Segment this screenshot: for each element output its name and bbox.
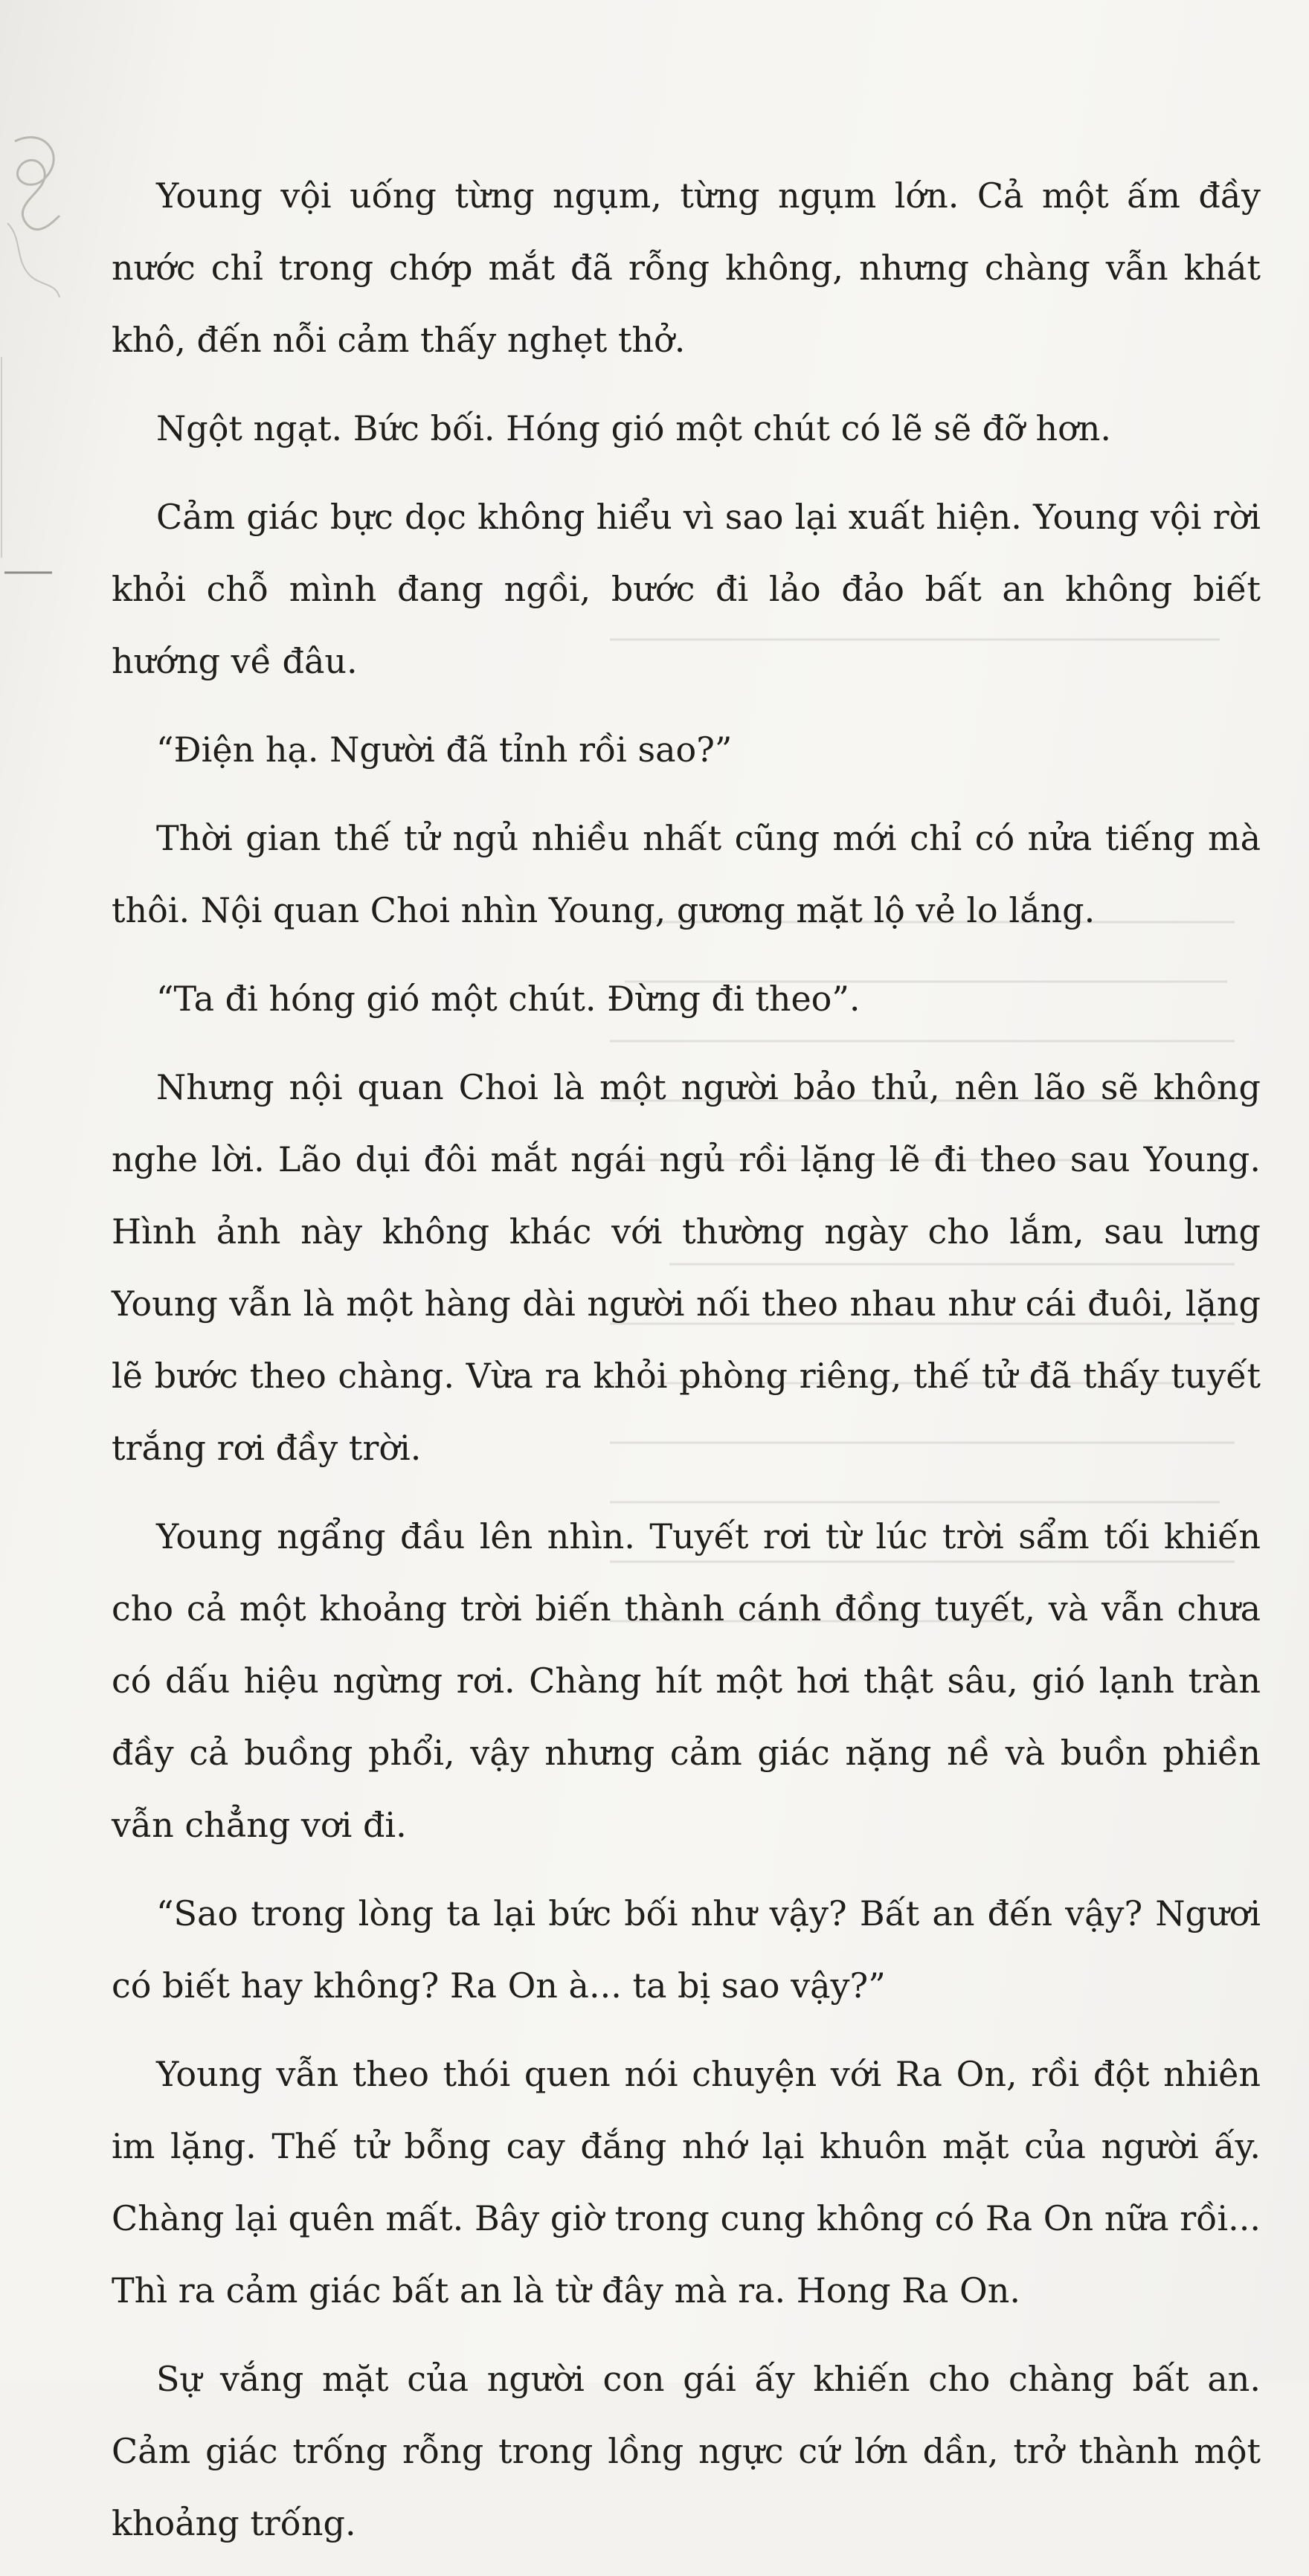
paragraph: “Sao trong lòng ta lại bức bối như vậy? Bất an đến vậy? Ngươi có biết hay không? Ra On à... ta bị sao vậy?” [112, 1893, 1261, 2006]
body-text [112, 160, 1261, 2576]
paragraph: Young vội uống từng ngụm, từng ngụm lớn. Cả một ấm đầy nước chỉ trong chớp mắt đã rỗng không, nhưng chàng vẫn khát khô, đến nỗi cảm thấy nghẹt thở. [112, 176, 1261, 360]
margin-ornament [0, 112, 82, 632]
paragraph: Thời gian thế tử ngủ nhiều nhất cũng mới chỉ có nửa tiếng mà thôi. Nội quan Choi nhìn Young, gương mặt lộ vẻ lo lắng. [112, 818, 1261, 930]
paragraph: Ngột ngạt. Bức bối. Hóng gió một chút có lẽ sẽ đỡ hơn. [156, 408, 1112, 448]
paragraph: Sự vắng mặt của người con gái ấy khiến cho chàng bất an. Cảm giác trống rỗng trong lồng ngực cứ lớn dần, trở thành một khoảng trống. [112, 2359, 1261, 2543]
paragraph: Nhưng nội quan Choi là một người bảo thủ, nên lão sẽ không nghe lời. Lão dụi đôi mắt ngái ngủ rồi lặng lẽ đi theo sau Young. Hình ảnh này không khác với thường ngày cho lắm, sau lưng Young vẫn là một hàng dài người nối theo nhau như cái đuôi, lặng lẽ bước theo chàng. Vừa ra khỏi phòng riêng, thế tử đã thấy tuyết trắng rơi đầy trời. [112, 1067, 1261, 1468]
paragraph: Young ngẩng đầu lên nhìn. Tuyết rơi từ lúc trời sẩm tối khiến cho cả một khoảng trời biến thành cánh đồng tuyết, và vẫn chưa có dấu hiệu ngừng rơi. Chàng hít một hơi thật sâu, gió lạnh tràn đầy cả buồng phổi, vậy nhưng cảm giác nặng nề và buồn phiền vẫn chẳng vơi đi. [112, 1516, 1261, 1845]
paragraph: “Ta đi hóng gió một chút. Đừng đi theo”. [156, 979, 861, 1019]
paragraph: “Điện hạ. Người đã tỉnh rồi sao?” [156, 730, 733, 770]
paragraph: Young vẫn theo thói quen nói chuyện với Ra On, rồi đột nhiên im lặng. Thế tử bỗng cay đắng nhớ lại khuôn mặt của người ấy. Chàng lại quên mất. Bây giờ trong cung không có Ra On nữa rồi... Thì ra cảm giác bất an là từ đây mà ra. Hong Ra On. [112, 2054, 1261, 2311]
paragraph: Cảm giác bực dọc không hiểu vì sao lại xuất hiện. Young vội rời khỏi chỗ mình đang ngồi, bước đi lảo đảo bất an không biết hướng về đâu. [112, 497, 1261, 681]
